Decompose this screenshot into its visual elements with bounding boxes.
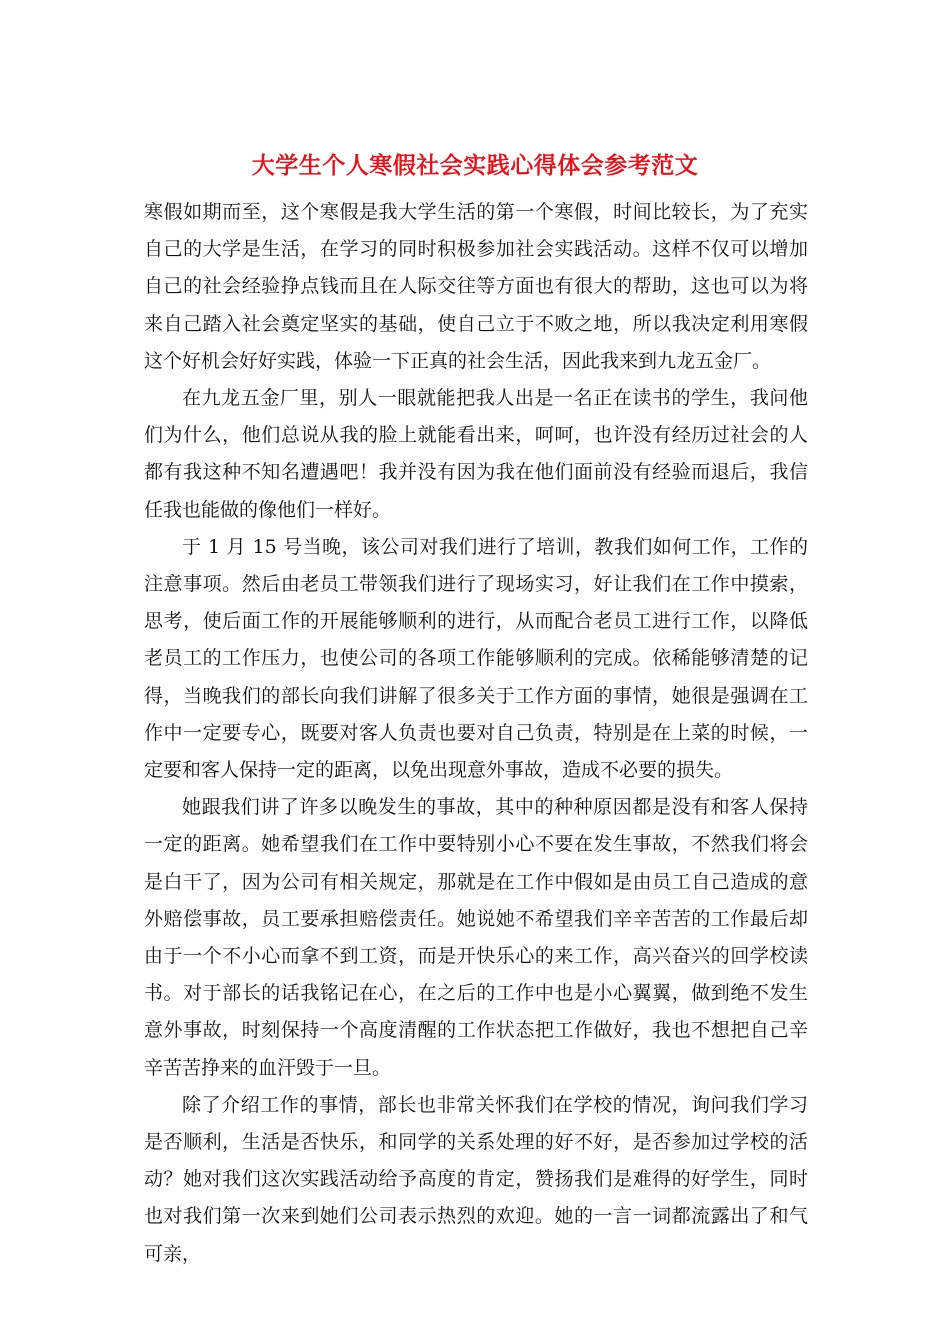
document-title: 大学生个人寒假社会实践心得体会参考范文 — [251, 152, 699, 179]
paragraph-1: 寒假如期而至，这个寒假是我大学生活的第一个寒假，时间比较长，为了充实自己的大学是生活，在学习的同时积极参加社会实践活动。这样不仅可以增加自己的社会经验挣点钱而且在人际交往等方面也有很大的帮助，这也可以为将来自己踏入社会奠定坚实的基础，使自己立于不败之地，所以我决定利用寒假这个好机会好好实践，体验一下正真的社会生活，因此我来到九龙五金厂。 — [144, 201, 808, 372]
paragraph-5: 除了介绍工作的事情，部长也非常关怀我们在学校的情况，询问我们学习是否顺利，生活是否快乐，和同学的关系处理的好不好，是否参加过学校的活动？她对我们这次实践活动给予高度的肯定，赞扬我们是难得的好学生，同时也对我们第一次来到她们公司表示热烈的欢迎。她的一言一词都流露出了和气可亲， — [144, 1093, 808, 1265]
paragraph-3: 于 1 月 15 号当晚，该公司对我们进行了培训，教我们如何工作，工作的注意事项。然后由老员工带领我们进行了现场实习，好让我们在工作中摸索，思考，使后面工作的开展能够顺利的进行，从而配合老员工进行工作，以降低老员工的工作压力，也使公司的各项工作能够顺利的完成。依稀能够清楚的记得，当晚我们的部长向我们讲解了很多关于工作方面的事情，她很是强调在工作中一定要专心，既要对客人负责也要对自己负责，特别是在上菜的时候，一定要和客人保持一定的距离，以免出现意外事故，造成不必要的损失。 — [144, 535, 808, 782]
document-body — [144, 194, 808, 1273]
paragraph-2: 在九龙五金厂里，别人一眼就能把我人出是一名正在读书的学生，我问他们为什么，他们总说从我的脸上就能看出来，呵呵，也许没有经历过社会的人都有我这种不知名遭遇吧！我并没有因为我在他们面前没有经验而退后，我信任我也能做的像他们一样好。 — [144, 387, 808, 521]
paragraph-4: 她跟我们讲了许多以晚发生的事故，其中的种种原因都是没有和客人保持一定的距离。她希望我们在工作中要特别小心不要在发生事故，不然我们将会是白干了，因为公司有相关规定，那就是在工作中假如是由员工自己造成的意外赔偿事故，员工要承担赔偿责任。她说她不希望我们辛辛苦苦的工作最后却由于一个不小心而拿不到工资，而是开快乐心的来工作，高兴奋兴的回学校读书。对于部长的话我铭记在心，在之后的工作中也是小心翼翼，做到绝不发生意外事故，时刻保持一个高度清醒的工作状态把工作做好，我也不想把自己辛辛苦苦挣来的血汗毁于一旦。 — [144, 796, 808, 1079]
